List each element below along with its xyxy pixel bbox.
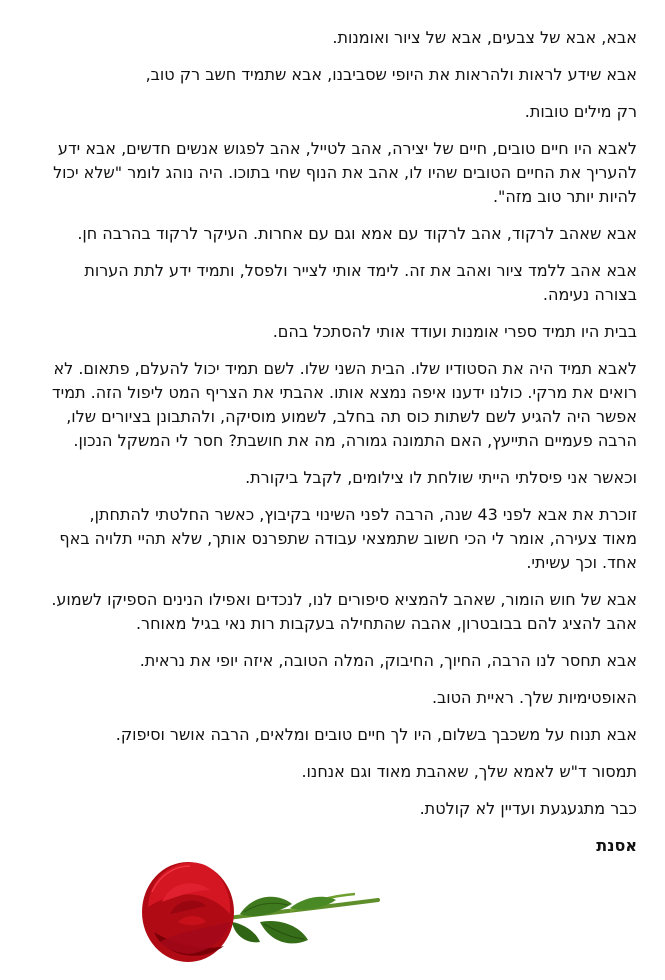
- paragraph: לאבא היו חיים טובים, חיים של יצירה, אהב לטייל, אהב לפגוש אנשים חדשים, אבא ידע להעריך את החיים הטובים שהיו לו, אהב את הנוף שחי בתוכו. היה נוהג לומר "שלא יכול להיות יותר טוב מזה".: [53, 139, 637, 206]
- paragraph: וכאשר אני פיסלתי הייתי שולחת לו צילומים, לקבל ביקורת.: [245, 468, 637, 487]
- paragraph: אבא של חוש הומור, שאהב להמציא סיפורים לנו, לנכדים ואפילו הנינים הספיקו לשמוע. אהב להציג להם בבובטרון, אהבה שהתחילה בעקבות רות נאי בגיל מאוחר.: [51, 590, 637, 633]
- paragraph: זוכרת את אבא לפני 43 שנה, הרבה לפני השינוי בקיבוץ, כאשר החלטתי להתחתן, מאוד צעירה, אומר לי הכי חשוב שתמצאי עבודה שתפרנס אותך, שלא תהיי תלויה באף אחד. וכך עשיתי.: [59, 505, 637, 572]
- signature: אסנת: [596, 836, 637, 855]
- paragraph: תמסור ד"ש לאמא שלך, שאהבת מאוד וגם אנחנו.: [301, 762, 637, 781]
- paragraph: אבא אהב ללמד ציור ואהב את זה. לימד אותי לצייר ולפסל, ותמיד ידע לתת הערות בצורה נעימה.: [84, 261, 637, 304]
- paragraph: אבא שאהב לרקוד, אהב לרקוד עם אמא וגם עם אחרות. העיקר לרקוד בהרבה חן.: [77, 224, 637, 243]
- paragraph: אבא, אבא של צבעים, אבא של ציור ואומנות.: [332, 28, 637, 47]
- paragraph: אבא תחסר לנו הרבה, החיוך, החיבוק, המלה הטובה, איזה יופי את נראית.: [139, 651, 637, 670]
- paragraph: רק מילים טובות.: [524, 102, 637, 121]
- paragraph: בבית היו תמיד ספרי אומנות ועודד אותי להסתכל בהם.: [272, 322, 637, 341]
- eulogy-text: [50, 26, 637, 871]
- paragraph: אבא תנוח על משכבך בשלום, היו לך חיים טובים ומלאים, הרבה אושר וסיפוק.: [115, 725, 637, 744]
- paragraph: האופטימיות שלך. ראיית הטוב.: [431, 688, 637, 707]
- paragraph: לאבא תמיד היה את הסטודיו שלו. הבית השני שלו. לשם תמיד יכול להעלם, פתאום. לא רואים את מרקי. כולנו ידענו איפה נמצא אותו. אהבתי את הצריף המט ליפול הזה. תמיד אפשר היה להגיע לשם לשתות כוס תה בחלב, לשמוע מוסיקה, ולהתבונן בציורים שלו, הרבה פעמיים התייעץ, האם התמונה גמורה, מה את חושבת? חסר לי המשקל הנכון.: [51, 359, 637, 450]
- paragraph: כבר מתגעגעת ועדיין לא קולטת.: [419, 799, 637, 818]
- paragraph: אבא שידע לראות ולהראות את היופי שסביבנו, אבא שתמיד חשב רק טוב,: [145, 65, 637, 84]
